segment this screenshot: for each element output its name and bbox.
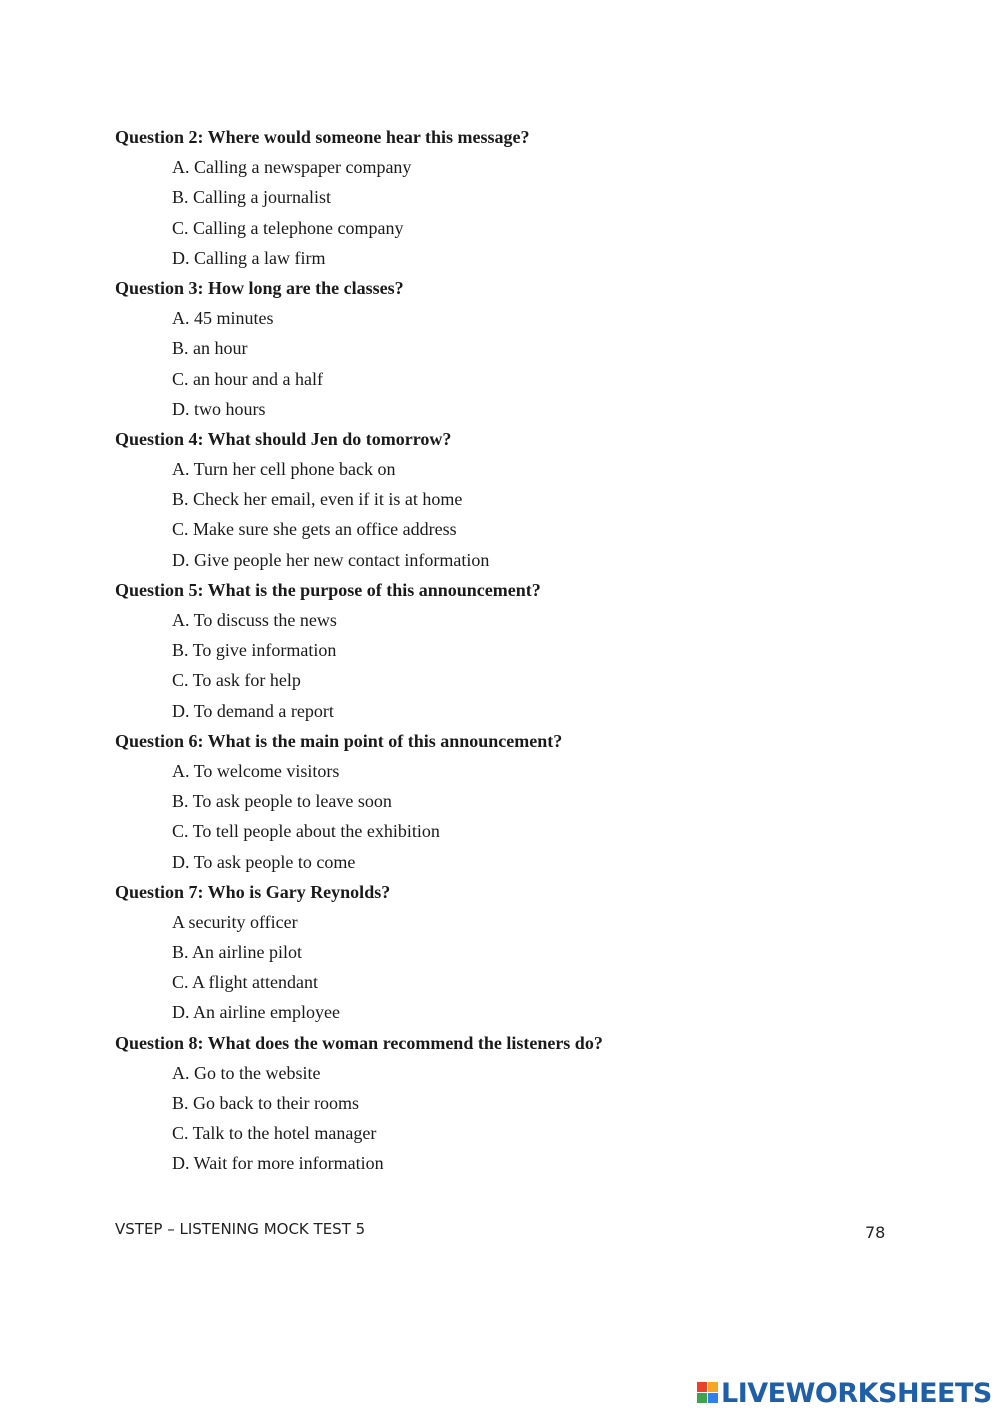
answer-option[interactable]: D. Give people her new contact information [172,549,490,570]
question-title: Question 8: What does the woman recommend the listeners do? [115,1032,603,1053]
answer-option[interactable]: A. To welcome visitors [172,760,340,781]
answer-option[interactable]: D. To demand a report [172,700,334,721]
question-block [115,726,915,877]
question-title: Question 3: How long are the classes? [115,277,404,298]
question-title: Question 7: Who is Gary Reynolds? [115,881,391,902]
liveworksheets-logo-icon [697,1382,719,1404]
answer-option[interactable]: A. To discuss the news [172,610,337,630]
answer-option[interactable]: A. 45 minutes [172,308,274,329]
answer-option[interactable]: B. Go back to their rooms [172,1093,359,1113]
answer-option[interactable]: B. Check her email, even if it is at home [172,489,463,510]
answer-option[interactable]: B. an hour [172,338,248,359]
logo-square-green [697,1393,707,1403]
page-number: 78 [865,1223,886,1242]
answer-option[interactable]: D. To ask people to come [172,851,356,872]
footer-title: VSTEP – LISTENING MOCK TEST 5 [115,1220,366,1238]
question-block [115,273,915,424]
answer-option[interactable]: C. Calling a telephone company [172,217,404,238]
answer-option[interactable]: D. An airline employee [172,1002,340,1023]
answer-option[interactable]: C. Make sure she gets an office address [172,519,457,540]
answer-option[interactable]: C. an hour and a half [172,368,323,389]
answer-option[interactable]: B. To give information [172,640,337,661]
answer-option[interactable]: D. Wait for more information [172,1153,384,1174]
answer-option[interactable]: C. To tell people about the exhibition [172,821,440,842]
logo-square-blue [708,1393,718,1403]
answer-option[interactable]: B. To ask people to leave soon [172,791,392,812]
answer-option[interactable]: D. two hours [172,398,266,419]
answer-option[interactable]: A. Turn her cell phone back on [172,459,396,480]
answer-option[interactable]: C. A flight attendant [172,972,318,993]
question-list [115,122,915,1179]
question-title: Question 5: What is the purpose of this announcement? [115,579,541,600]
question-title: Question 2: Where would someone hear this message? [115,127,530,147]
question-block [115,575,915,726]
answer-option[interactable]: C. To ask for help [172,670,301,691]
question-block [115,122,915,273]
answer-option[interactable]: C. Talk to the hotel manager [172,1123,377,1144]
answer-option[interactable]: A. Go to the website [172,1062,321,1083]
question-block [115,424,915,575]
question-title: Question 4: What should Jen do tomorrow? [115,428,452,449]
answer-option[interactable]: B. Calling a journalist [172,187,331,208]
question-block [115,877,915,1028]
question-block [115,1028,915,1179]
brand-name: LIVEWORKSHEETS [721,1377,992,1409]
answer-option[interactable]: B. An airline pilot [172,942,302,963]
question-title: Question 6: What is the main point of this announcement? [115,730,563,751]
logo-square-yellow [708,1382,718,1392]
answer-option[interactable]: A security officer [172,911,298,932]
liveworksheets-brand[interactable] [697,1376,992,1410]
logo-square-red [697,1382,707,1392]
answer-option[interactable]: D. Calling a law firm [172,247,326,268]
answer-option[interactable]: A. Calling a newspaper company [172,157,412,178]
